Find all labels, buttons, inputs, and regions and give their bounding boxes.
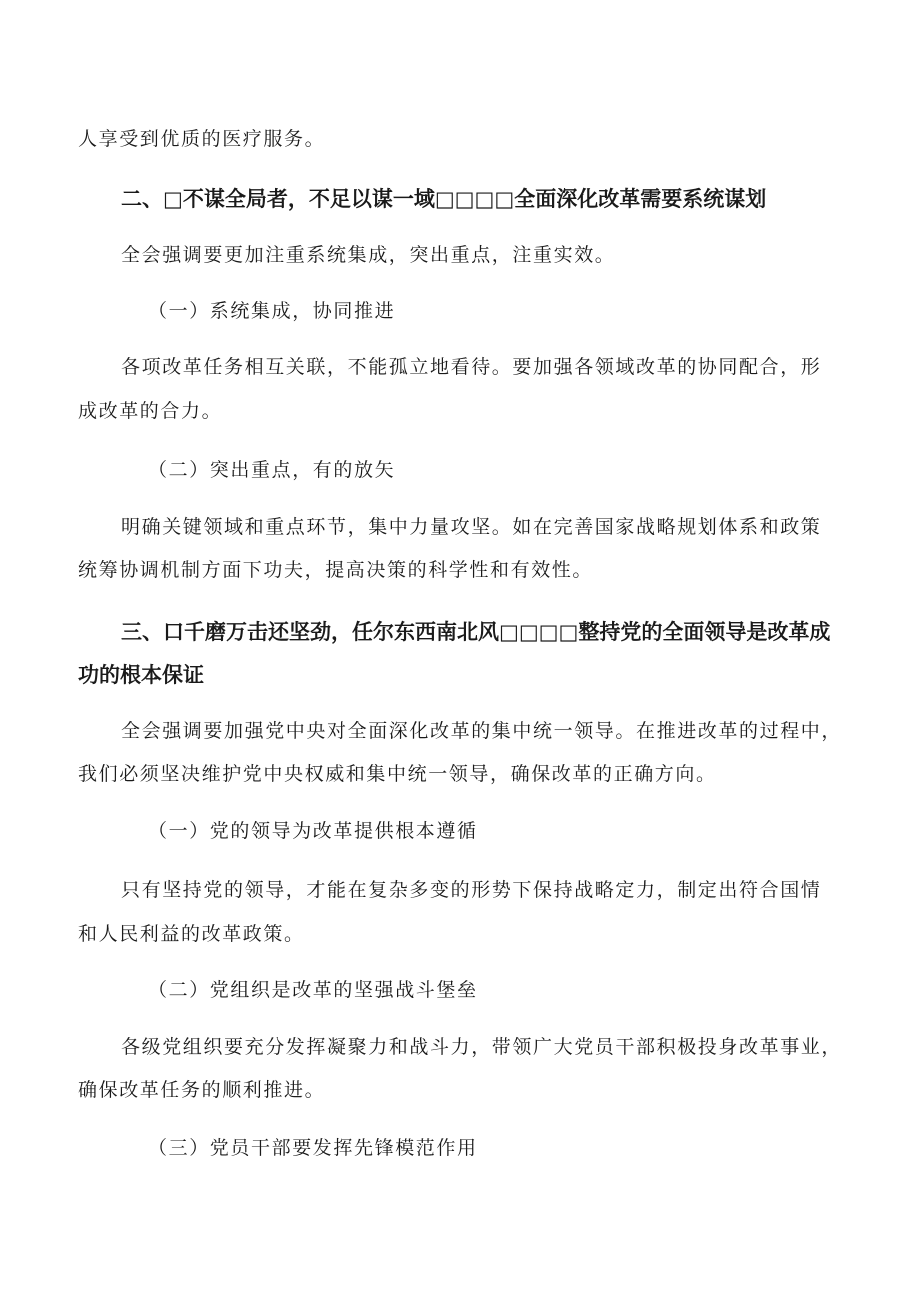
section-2-heading: 二、□不谋全局者，不足以谋一域□□□□全面深化改革需要系统谋划 — [121, 187, 767, 211]
section-2-sub2-body-line-2: 统筹协调机制方面下功夫，提高决策的科学性和有效性。 — [78, 559, 594, 581]
section-2-subheading-1: （一）系统集成，协同推进 — [148, 300, 396, 322]
section-2-intro: 全会强调要更加注重系统集成，突出重点，注重实效。 — [121, 244, 616, 266]
section-3-sub2-body-line-2: 确保改革任务的顺利推进。 — [78, 1079, 326, 1101]
section-3-sub2-body-line-1: 各级党组织要充分发挥凝聚力和战斗力，带领广大党员干部积极投身改革事业， — [121, 1036, 843, 1058]
section-3-subheading-3: （三）党员干部要发挥先锋模范作用 — [148, 1137, 478, 1159]
section-3-intro-line-1: 全会强调要加强党中央对全面深化改革的集中统一领导。在推进改革的过程中， — [121, 720, 843, 742]
section-3-subheading-1: （一）党的领导为改革提供根本遵循 — [148, 820, 478, 842]
section-3-sub1-body-line-1: 只有坚持党的领导，才能在复杂多变的形势下保持战略定力，制定出符合国情 — [121, 879, 822, 901]
section-3-intro-line-2: 我们必须坚决维护党中央权威和集中统一领导，确保改革的正确方向。 — [78, 763, 717, 785]
section-2-sub2-body-line-1: 明确关键领域和重点环节，集中力量攻坚。如在完善国家战略规划体系和政策 — [121, 516, 822, 538]
section-2-sub1-body-line-2: 成改革的合力。 — [78, 400, 223, 422]
section-3-sub1-body-line-2: 和人民利益的改革政策。 — [78, 923, 305, 945]
section-3-heading-line-1: 三、口千磨万击还坚劲，任尔东西南北风□□□□整持党的全面领导是改革成 — [121, 620, 831, 644]
section-2-sub1-body-line-1: 各项改革任务相互关联，不能孤立地看待。要加强各领域改革的协同配合，形 — [121, 356, 822, 378]
continued-paragraph-line: 人享受到优质的医疗服务。 — [78, 128, 326, 150]
section-2-subheading-2: （二）突出重点，有的放矢 — [148, 459, 396, 481]
section-3-subheading-2: （二）党组织是改革的坚强战斗堡垒 — [148, 979, 478, 1001]
section-3-heading-line-2: 功的根本保证 — [78, 663, 204, 687]
